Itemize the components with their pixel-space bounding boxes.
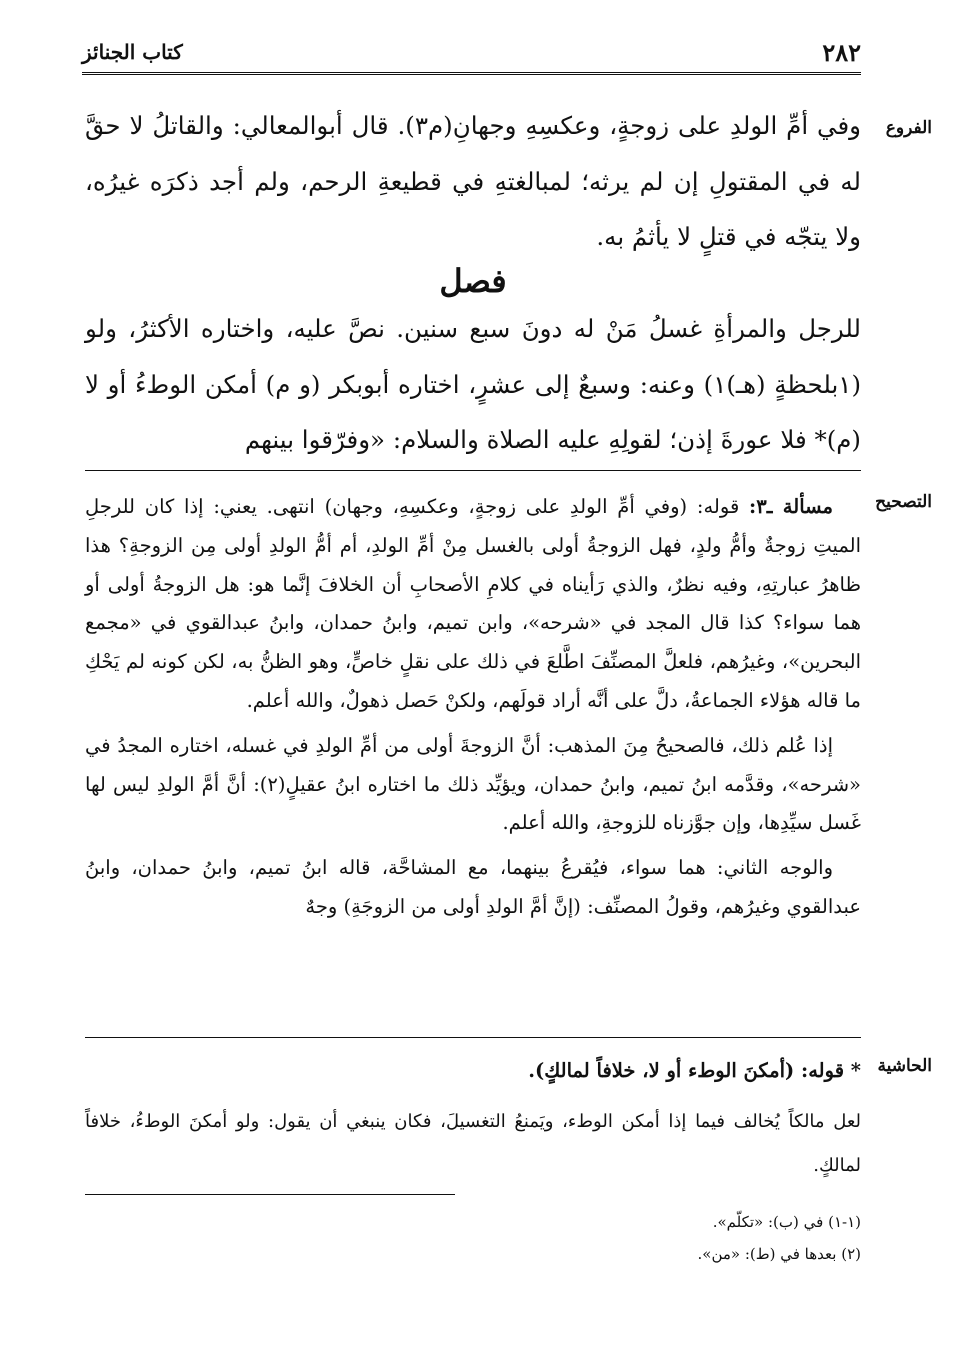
issue-label: مسألة ـ٣: [749,495,833,518]
section-heading: فصل [439,262,507,300]
commentary-paragraph-2: إذا عُلم ذلك، فالصحيحُ مِنَ المذهب: أنَّ الزوجةَ أولى من أمِّ الولدِ في غسله، اختاره المجدُ في «شرحه»، وقدَّمه ابنُ تميم، وابنُ حمدان، ويؤيِّد ذلك ما اختاره ابنُ عقيلٍ(٢): أنَّ أمَّ الولدِ ليس لها غَسل سيِّدِها، وإن جوَّزناه للزوجةِ، والله أعلم. [85,733,861,835]
side-label-tashih: التصحيح [875,492,932,512]
main-text-paragraph-1: وفي أمِّ الولدِ على زوجةٍ، وعكسِهِ وجهانِ(م٣). قال أبوالمعالي: والقاتلُ لا حقَّ له في المقتولِ إن لم يرثه؛ لمبالغتهِ في قطيعةِ الرحم، ولم أجد ذكرَه غيرُه، ولا يتجّه في قتلٍ لا يأثمُ به. [85,111,861,251]
page-header [82,34,861,70]
running-title: كتاب الجنائز [82,40,183,64]
hashiya-text: لعل مالكاً يُخالف فيما إذا أمكن الوطء، ويَمنعُ التغسيلَ، فكان ينبغي أن يقول: ولو أمكنَ الوطءُ، خلافاً لمالكٍ. [85,1111,861,1176]
commentary-paragraph-1 [85,488,861,721]
section-divider-2 [85,1037,861,1038]
header-rule [82,72,861,75]
hashiya-title: * قوله: (أمكنَ الوطء أو لا، خلافاً لمالكٍ). [528,1059,861,1082]
commentary-paragraph-3: والوجه الثاني: هما سواء، فيُقرعُ بينهما، مع المشاحَّة، قاله ابنُ تميم، وابنُ حمدان، وابنُ عبدالقوي وغيرُهم، وقولُ المصنِّف: (إنَّ أمَّ الولدِ أولى من الزوجَةِ) وجهٌ [85,856,861,918]
footnote-rule [85,1194,455,1195]
footnote-2: (٢) بعدها في (ط): «من». [697,1245,861,1263]
side-label-hashiya: الحاشية [877,1056,932,1076]
page-number: ٢٨٢ [822,38,861,67]
section-divider-1 [85,470,861,471]
commentary-block [85,488,861,927]
side-label-furu: الفروع [885,118,932,138]
main-text-paragraph-2: للرجل والمرأةِ غسلُ مَنْ له دونَ سبع سنين. نصَّ عليه، واختاره الأكثرُ، ولو (١بلحظةٍ (هـ)١) وعنه: وسبعٌ إلى عشرٍ، اختاره أبوبكر (و م) أمكن الوطءُ أو لا (م)* فلا عورةَ إذن؛ لقولِهِ عليه الصلاة والسلام: «وفرّقوا بينهم [85,314,862,454]
footnote-1: (١-١) في (ب): «تكلّم». [712,1213,861,1231]
commentary-text-1: قوله: (وفي أمِّ الولدِ على زوجةٍ، وعكسِهِ، وجهان) انتهى. يعني: إذا كان للرجلِ الميتِ زوجةٌ وأمُّ ولدٍ، فهل الزوجةُ أولى بالغسل مِنْ أمِّ الولدِ، أم أمُّ الولدِ أولى مِن الزوجةِ؟ هذا ظاهرُ عبارتِهِ، وفيه نظرٌ، والذي رَأيناه في كلامِ الأصحابِ أن الخلافَ إنَّما هو: هل الزوجةُ أولى أو هما سواء؟ كذا قال المجد في «شرحه»، وابن تميم، وابنُ حمدان، وابنُ عبدالقوي في «مجمع البحرين»، وغيرُهم، فلعلَّ المصنِّفَ اطَّلعَ في ذلك على نقلٍ خاصٍّ، وهو الظنُّ به، لكن كونه لم يَحْكِ ما قاله هؤلاء الجماعةُ، دلَّ على أنَّه أراد قولَهم، ولكنْ حَصل ذهولٌ، والله أعلم. [85,495,861,712]
